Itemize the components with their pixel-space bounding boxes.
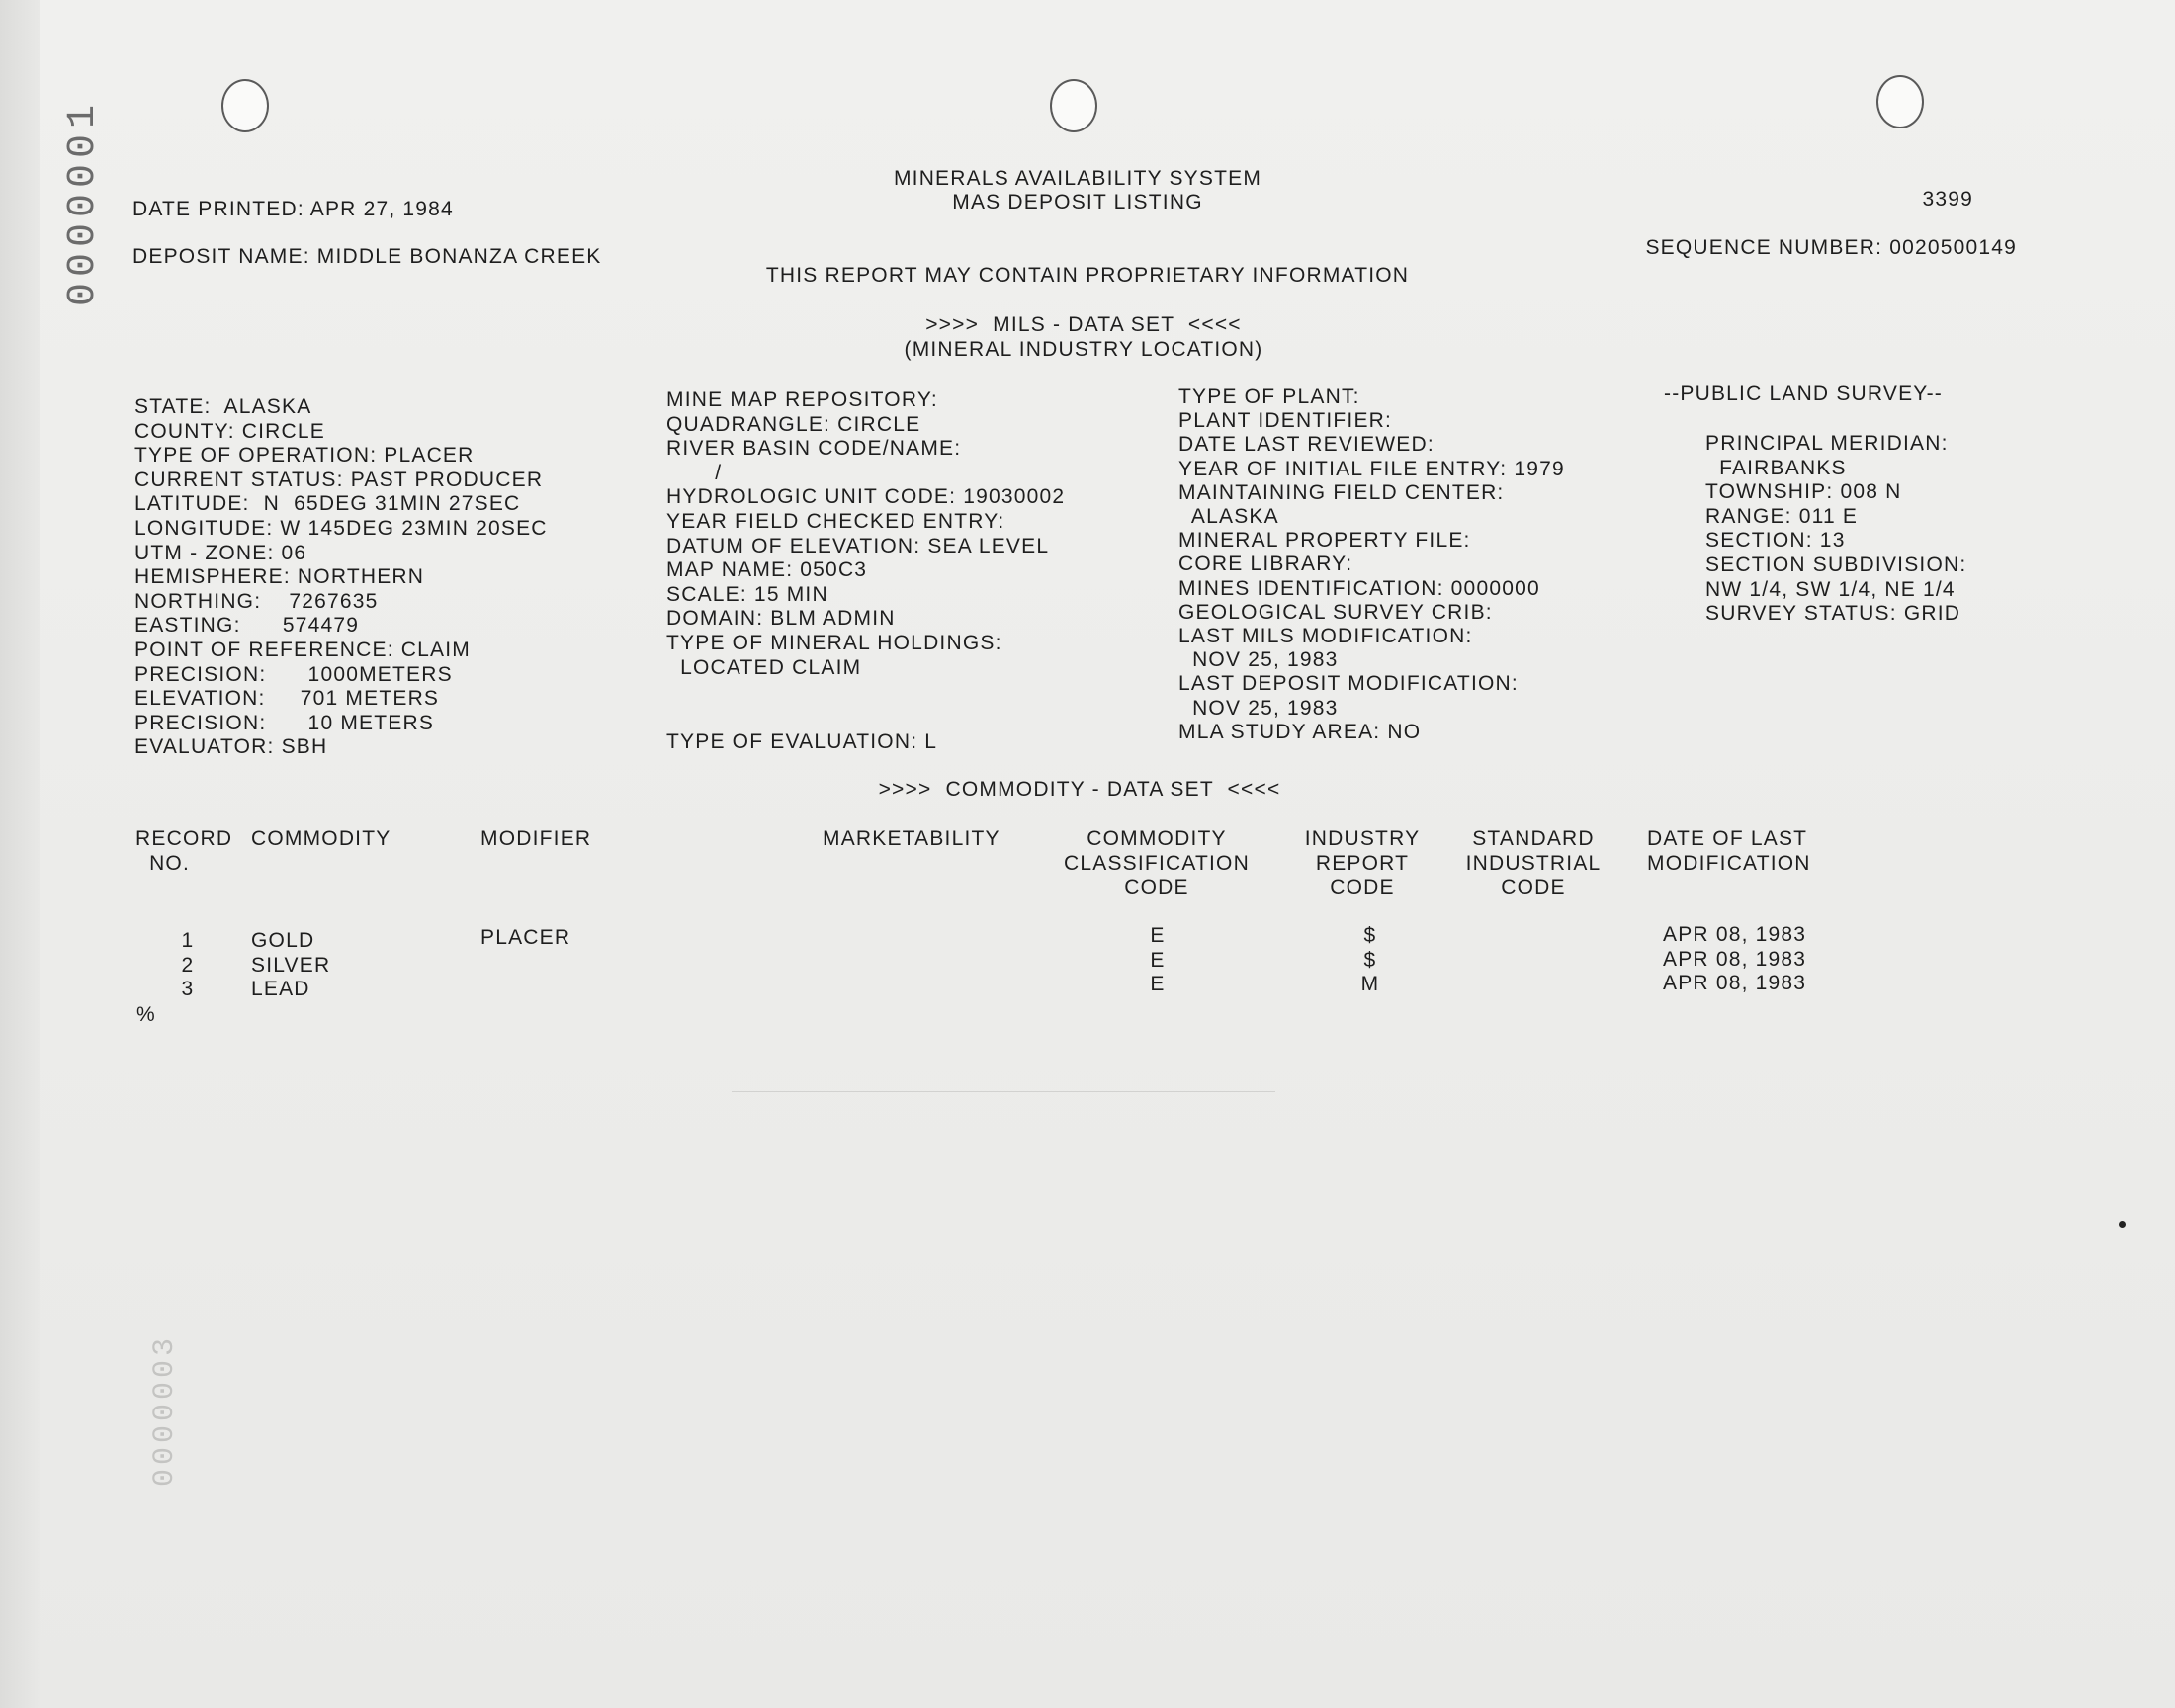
location-field: HEMISPHERE: NORTHERN (134, 565, 425, 588)
mils-subheading: (MINERAL INDUSTRY LOCATION) (904, 338, 1263, 361)
date-printed: DATE PRINTED: APR 27, 1984 (132, 198, 454, 220)
column-header-industry: INDUSTRY (1304, 827, 1421, 850)
location-field: STATE: ALASKA (134, 395, 312, 418)
commodity-name: LEAD (251, 978, 310, 1000)
plant-field: ALASKA (1178, 505, 1279, 528)
punch-hole-left (221, 79, 269, 132)
speck (2119, 1221, 2126, 1228)
column-header-sic: INDUSTRIAL (1465, 852, 1602, 875)
land-survey-field: FAIRBANKS (1705, 457, 1847, 479)
plant-field: MINERAL PROPERTY FILE: (1178, 529, 1471, 552)
land-survey-field: NW 1/4, SW 1/4, NE 1/4 (1705, 578, 1956, 601)
proprietary-notice: THIS REPORT MAY CONTAIN PROPRIETARY INFORMATION (765, 264, 1410, 287)
plant-field: PLANT IDENTIFIER: (1178, 409, 1393, 432)
industry-report-code: M (1360, 973, 1380, 995)
record-number: 3 (181, 978, 195, 1000)
location-field: COUNTY: CIRCLE (134, 420, 325, 443)
plant-field: CORE LIBRARY: (1178, 553, 1353, 575)
punch-hole-center (1050, 79, 1097, 132)
deposit-name: DEPOSIT NAME: MIDDLE BONANZA CREEK (132, 245, 602, 268)
land-survey-field: SECTION SUBDIVISION: (1705, 554, 1967, 576)
column-header-commodity: COMMODITY (251, 827, 392, 850)
land-survey-field: RANGE: 011 E (1705, 505, 1859, 528)
column-header-industry: REPORT (1315, 852, 1410, 875)
commodity-name: SILVER (251, 954, 331, 977)
binder-edge (0, 0, 40, 1708)
commodity-heading: >>>> COMMODITY - DATA SET <<<< (878, 778, 1281, 801)
land-survey-field: SECTION: 13 (1705, 529, 1846, 552)
location-field: ELEVATION: 701 METERS (134, 687, 440, 710)
location-field: POINT OF REFERENCE: CLAIM (134, 639, 471, 661)
map-field: RIVER BASIN CODE/NAME: (666, 437, 962, 460)
location-field: CURRENT STATUS: PAST PRODUCER (134, 469, 544, 491)
location-field: LONGITUDE: W 145DEG 23MIN 20SEC (134, 517, 548, 540)
record-number: 2 (181, 954, 195, 977)
last-modification-date: APR 08, 1983 (1663, 972, 1807, 994)
column-header-record: RECORD (135, 827, 233, 850)
plant-field: YEAR OF INITIAL FILE ENTRY: 1979 (1178, 458, 1565, 480)
location-field: PRECISION: 1000METERS (134, 663, 453, 686)
plss-heading: --PUBLIC LAND SURVEY-- (1664, 383, 1943, 405)
plant-field: LAST MILS MODIFICATION: (1178, 625, 1473, 647)
map-field: HYDROLOGIC UNIT CODE: 19030002 (666, 485, 1066, 508)
column-header-industry: CODE (1330, 876, 1395, 898)
map-field: SCALE: 15 MIN (666, 583, 828, 606)
plant-field: TYPE OF PLANT: (1178, 385, 1360, 408)
binder-stamp-faint: 0000003 (148, 1333, 183, 1488)
classification-code: E (1150, 973, 1166, 995)
location-field: TYPE OF OPERATION: PLACER (134, 444, 475, 467)
location-field: UTM - ZONE: 06 (134, 542, 307, 564)
map-field: LOCATED CLAIM (666, 656, 862, 679)
divider (732, 1091, 1275, 1092)
column-header-classification: COMMODITY (1087, 827, 1227, 850)
map-field: YEAR FIELD CHECKED ENTRY: (666, 510, 1005, 533)
mils-heading: >>>> MILS - DATA SET <<<< (925, 313, 1242, 336)
plant-field: NOV 25, 1983 (1178, 648, 1339, 671)
classification-code: E (1150, 924, 1166, 947)
land-survey-field: SURVEY STATUS: GRID (1705, 602, 1961, 625)
map-field: MAP NAME: 050C3 (666, 558, 868, 581)
column-header-classification: CODE (1124, 876, 1189, 898)
plant-field: LAST DEPOSIT MODIFICATION: (1178, 672, 1519, 695)
plant-field: MINES IDENTIFICATION: 0000000 (1178, 577, 1540, 600)
land-survey-field: PRINCIPAL MERIDIAN: (1705, 432, 1949, 455)
land-survey-field: TOWNSHIP: 008 N (1705, 480, 1902, 503)
punch-hole-right (1876, 75, 1924, 128)
binder-stamp: 0000001 (61, 99, 106, 307)
record-number: 1 (181, 929, 195, 952)
map-field: TYPE OF MINERAL HOLDINGS: (666, 632, 1002, 654)
column-header-sic: CODE (1501, 876, 1566, 898)
map-field: MINE MAP REPOSITORY: (666, 388, 938, 411)
location-field: NORTHING: 7267635 (134, 590, 379, 613)
classification-code: E (1150, 949, 1166, 972)
commodity-modifier: PLACER (480, 926, 571, 949)
commodity-name: GOLD (251, 929, 315, 952)
column-header-last-mod: DATE OF LAST (1647, 827, 1808, 850)
last-modification-date: APR 08, 1983 (1663, 948, 1807, 971)
location-field: EASTING: 574479 (134, 614, 360, 637)
last-modification-date: APR 08, 1983 (1663, 923, 1807, 946)
column-header-classification: CLASSIFICATION (1064, 852, 1250, 875)
map-field: QUADRANGLE: CIRCLE (666, 413, 921, 436)
plant-field: MAINTAINING FIELD CENTER: (1178, 481, 1505, 504)
column-header-last-mod: MODIFICATION (1647, 852, 1811, 875)
page-number: 3399 (1922, 188, 1973, 211)
end-marker: % (136, 1003, 156, 1026)
sequence-number: SEQUENCE NUMBER: 0020500149 (1645, 236, 2017, 259)
column-header-record: NO. (135, 852, 191, 875)
plant-field: MLA STUDY AREA: NO (1178, 721, 1422, 743)
column-header-sic: STANDARD (1472, 827, 1595, 850)
location-field: PRECISION: 10 METERS (134, 712, 435, 734)
system-title: MINERALS AVAILABILITY SYSTEM (893, 167, 1262, 190)
column-header-marketability: MARKETABILITY (823, 827, 1000, 850)
map-field: DATUM OF ELEVATION: SEA LEVEL (666, 535, 1050, 557)
map-field: DOMAIN: BLM ADMIN (666, 607, 896, 630)
listing-title: MAS DEPOSIT LISTING (952, 191, 1203, 214)
type-of-evaluation: TYPE OF EVALUATION: L (666, 730, 938, 753)
column-header-modifier: MODIFIER (480, 827, 592, 850)
industry-report-code: $ (1363, 924, 1377, 947)
plant-field: DATE LAST REVIEWED: (1178, 433, 1435, 456)
location-field: LATITUDE: N 65DEG 31MIN 27SEC (134, 492, 521, 515)
plant-field: NOV 25, 1983 (1178, 697, 1339, 720)
industry-report-code: $ (1363, 949, 1377, 972)
map-field: / (666, 462, 723, 484)
plant-field: GEOLOGICAL SURVEY CRIB: (1178, 601, 1493, 624)
location-field: EVALUATOR: SBH (134, 735, 328, 758)
